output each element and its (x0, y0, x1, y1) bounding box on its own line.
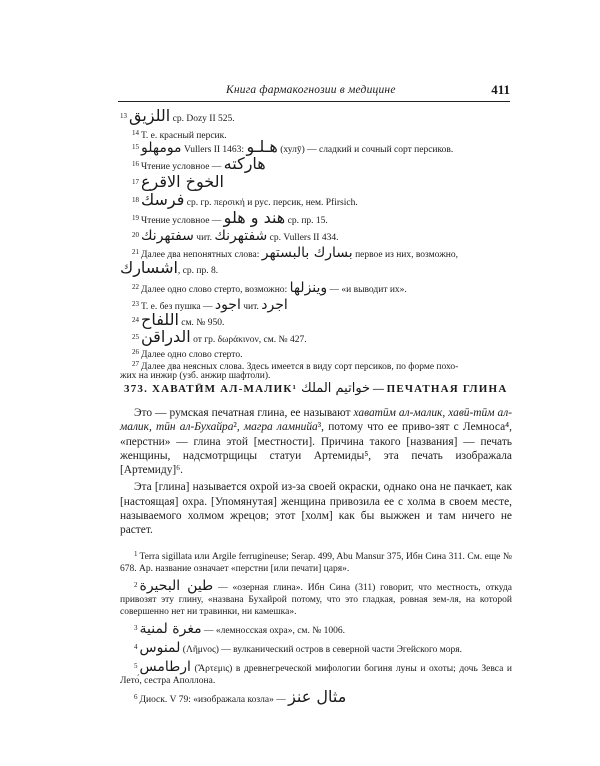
entry-heading: 373. ХАВАТӢМ АЛ-МАЛИК¹ خواتيم الملك — ПЕЧАТНАЯ ГЛИНА (124, 381, 508, 396)
footnote-2: $^2$ طين البحيرة — «озерная глина». Ибн Сина (311) говорит, что местность, откуда привозят эту глину, «названа Бухайрой потому, что это гладкая, ровная зем-ля, на которой совершенно нет ни травинки, ни камешка». (120, 578, 512, 617)
note-21-cont: اشسارك, ср. пр. 8. (120, 258, 219, 277)
entry-body (120, 406, 512, 538)
note-20: $^{20}$ سفتهرنك чит. شفتهرنك ср. Vullers II 434. (132, 228, 339, 244)
note-24: $^{24}$ اللفاح см. № 950. (132, 310, 225, 329)
running-header-title: Книга фармакогнозии в медицине (226, 84, 396, 96)
note-19: $^{19}$ Чтение условное — هند و هلو ср. пр. 15. (132, 208, 328, 227)
note-26: $^{26}$ Далее одно слово стерто. (132, 348, 243, 360)
note-16: $^{16}$ Чтение условное — هارکته (132, 154, 266, 173)
paragraph-1: Это — румская печатная глина, ее называют хаватӣм ал-малик, хавӣ-тӣм ал-малик, тӣн ал-Бухайра², магра ламнийа³, потому что ее приво-зят с Лемноса⁴, «перстни» — глина этой [местности]. Причина такого [названия] — печать женщины, надсмотрщицы статуи Артемиды⁵, эта печать изображала [Артемиду]⁶. (120, 407, 512, 477)
footnote-1: $^1$ Terra sigillata или Argile ferrugineuse; Serap. 499, Abu Mansur 375, Ибн Сина 311. См. еще № 678. Ар. название означает «перстни [или печати] царя». (120, 550, 512, 574)
note-14: $^{14}$ Т. е. красный персик. (132, 129, 227, 141)
note-13: $^{13}$ اللزيق ср. Dozy II 525. (120, 106, 235, 125)
header-rule (118, 101, 510, 102)
note-27-cont: жих на инжир (узб. анжир шафтоли). (120, 371, 271, 381)
running-header (118, 84, 510, 100)
page-number: 411 (491, 82, 510, 97)
note-22: $^{22}$ Далее одно слово стерто, возможно: وينزلها — «и выводит их». (132, 280, 407, 296)
note-27: $^{27}$ Далее два неясных слова. Здесь имеется в виду сорт персиков, по форме похо- (132, 360, 459, 372)
note-17: $^{17}$ الخوخ الاقرع (132, 172, 224, 191)
footnote-3: $^3$ مغرة لمنية — «лемносская охра», см. № 1006. (134, 621, 346, 637)
paragraph-2: Эта [глина] называется охрой из-за своей окраски, однако она не пачкает, как [настоящая] охра. [Упомянутая] женщина привозила ее с холма в своем месте, называемого холмом жрецов; этот [холм] как бы выжжен и там ничего не растет. (120, 481, 512, 537)
footnote-4: $^4$ لمنوس (Λῆμνος) — вулканический остров в северной части Эгейского моря. (134, 640, 463, 656)
footnote-5: $^5$ ارطامس (Ἄρτεμις) в древнегреческой мифологии богиня луны и охоты; дочь Зевса и Лето́, сестра Аполлона. (120, 659, 512, 686)
note-15: $^{15}$ مومهلو Vullers II 1463: هـلـو (хулӯ) — сладкий и сочный сорт персиков. (132, 137, 454, 156)
note-18: $^{18}$ فرسك ср. гр. περσική и рус. персик, нем. Pfirsich. (132, 190, 358, 209)
footnote-6: $^6$ Диоск. V 79: «изображала козла» — مثال عنز (134, 687, 347, 706)
note-25: $^{25}$ الدراقن от гр. δωράκινον, см. № 427. (132, 327, 307, 346)
footnotes (120, 548, 512, 706)
note-23: $^{23}$ Т. е. без пушка — اجود чит. اجرد (132, 297, 288, 313)
note-21: $^{21}$ Далее два непонятных слова: بسارك بالبستهر первое из них, возможно, (132, 245, 458, 261)
